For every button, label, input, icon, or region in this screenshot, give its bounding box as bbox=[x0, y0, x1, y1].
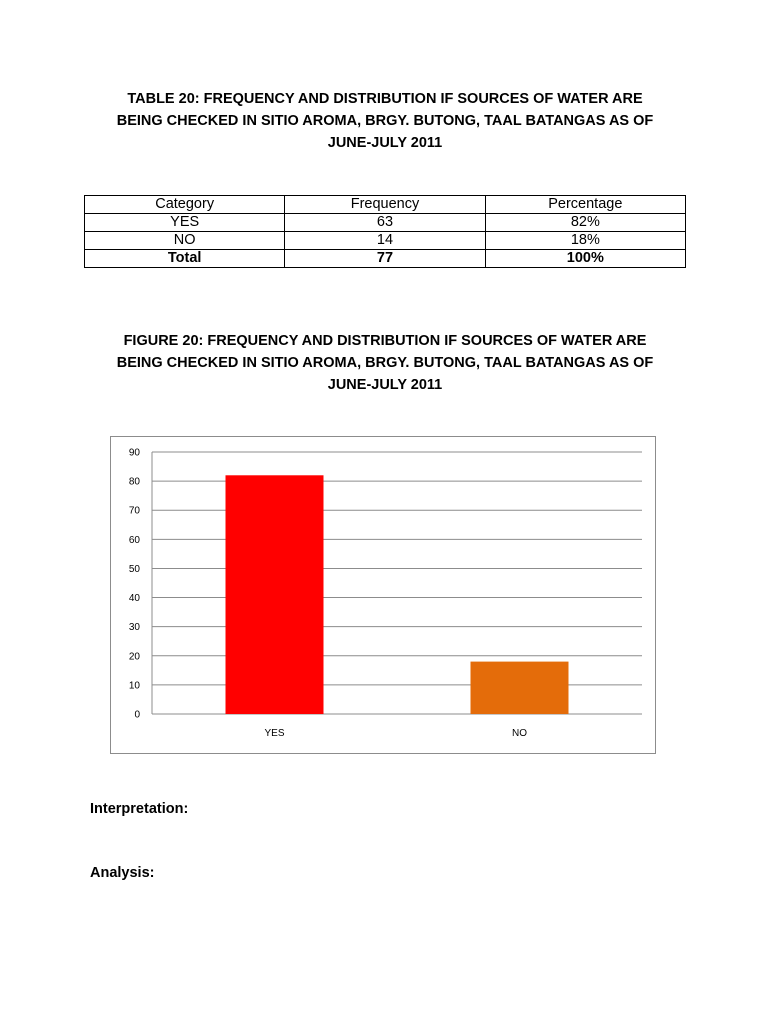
table-total-row bbox=[85, 250, 686, 268]
bar-chart bbox=[110, 436, 656, 754]
header-percentage: Percentage bbox=[485, 196, 685, 214]
bar-chart-svg bbox=[111, 437, 657, 755]
table-cell: 82% bbox=[485, 214, 685, 232]
y-tick-label: 90 bbox=[128, 447, 140, 459]
figure-title bbox=[84, 330, 686, 396]
table-header-row bbox=[85, 196, 686, 214]
bar-no bbox=[471, 662, 569, 714]
total-label: Total bbox=[85, 250, 285, 268]
x-tick-label: NO bbox=[512, 728, 527, 739]
table-title-line: BEING CHECKED IN SITIO AROMA, BRGY. BUTONG, TAAL BATANGAS AS OF bbox=[116, 113, 654, 129]
table-title bbox=[84, 88, 686, 154]
table-title-line: JUNE-JULY 2011 bbox=[327, 135, 443, 151]
table-row bbox=[85, 232, 686, 250]
table-cell: 14 bbox=[285, 232, 485, 250]
figure-title-line: BEING CHECKED IN SITIO AROMA, BRGY. BUTONG, TAAL BATANGAS AS OF bbox=[116, 355, 654, 371]
table-cell: YES bbox=[85, 214, 285, 232]
analysis-label: Analysis: bbox=[90, 865, 155, 881]
y-tick-label: 40 bbox=[128, 593, 140, 605]
x-tick-label: YES bbox=[264, 728, 285, 739]
y-tick-label: 60 bbox=[128, 534, 140, 546]
table-title-line: TABLE 20: FREQUENCY AND DISTRIBUTION IF SOURCES OF WATER ARE bbox=[127, 91, 643, 107]
figure-title-line: JUNE-JULY 2011 bbox=[327, 377, 443, 393]
table-cell: 18% bbox=[485, 232, 685, 250]
y-tick-label: 0 bbox=[134, 709, 140, 721]
table-cell: 63 bbox=[285, 214, 485, 232]
y-tick-label: 50 bbox=[128, 563, 140, 575]
total-percentage: 100% bbox=[485, 250, 685, 268]
total-frequency: 77 bbox=[285, 250, 485, 268]
figure-title-line: FIGURE 20: FREQUENCY AND DISTRIBUTION IF SOURCES OF WATER ARE bbox=[123, 333, 647, 349]
y-tick-label: 70 bbox=[128, 505, 140, 517]
y-tick-label: 30 bbox=[128, 622, 140, 634]
header-category: Category bbox=[85, 196, 285, 214]
y-tick-label: 80 bbox=[128, 476, 140, 488]
frequency-table bbox=[84, 195, 686, 268]
table-row bbox=[85, 214, 686, 232]
y-tick-label: 10 bbox=[128, 680, 140, 692]
bar-yes bbox=[226, 475, 324, 714]
interpretation-label: Interpretation: bbox=[90, 801, 189, 817]
table-cell: NO bbox=[85, 232, 285, 250]
header-frequency: Frequency bbox=[285, 196, 485, 214]
y-tick-label: 20 bbox=[128, 651, 140, 663]
